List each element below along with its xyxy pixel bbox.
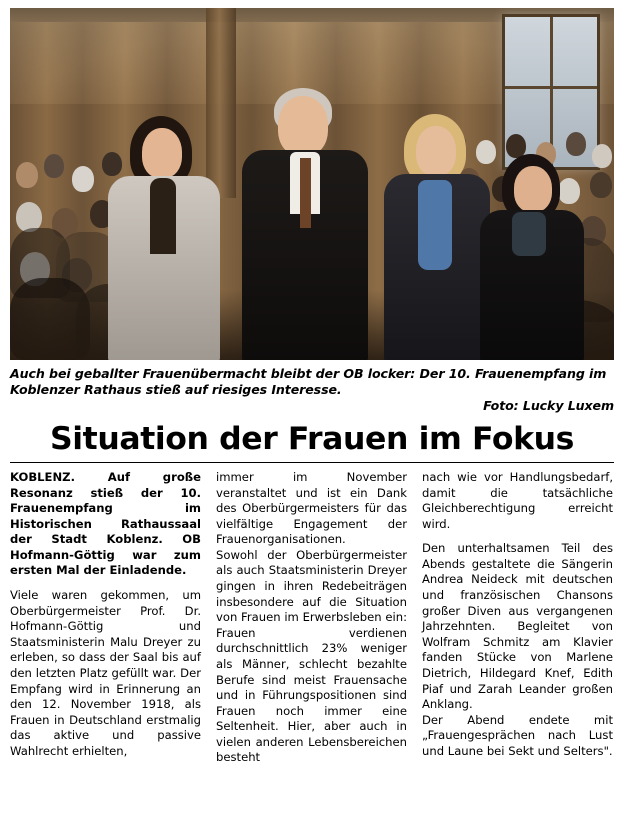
col3-paragraph-1: nach wie vor Handlungsbedarf, damit die tatsächliche Gleichberechtigung erreicht wird. — [422, 470, 613, 531]
col1-paragraph: Viele waren gekommen, um Oberbürgermeister Prof. Dr. Hofmann-Göttig und Staatsministerin Malu Dreyer zu erleben, so dass der Saal bis auf den letzten Platz gefüllt war. Der Empfang wird in Erinnerung an den 12. November 1918, als Frauen in Deutschland erstmalig das aktive und passive Wahlrecht erhielten, — [10, 588, 201, 758]
spacer-2 — [422, 532, 613, 541]
person-figure-4 — [480, 148, 584, 360]
photo-credit: Foto: Lucky Luxem — [483, 397, 614, 413]
article-headline: Situation der Frauen im Fokus — [50, 420, 574, 457]
person-figure-1 — [106, 110, 222, 360]
article-photo — [10, 8, 614, 360]
column-2 — [216, 470, 407, 766]
article-body — [10, 470, 614, 766]
column-1 — [10, 470, 201, 766]
col3-paragraph-3: Der Abend endete mit „Frauengesprächen nach Lust und Laune bei Sekt und Selters". — [422, 712, 613, 758]
person-figure-3 — [384, 110, 490, 360]
col3-paragraph-2: Den unterhaltsamen Teil des Abends gestaltete die Sängerin Andrea Neideck mit deutschen und französischen Chansons großer Diven aus vergangenen Jahrzehnten. Begleitet von Wolfram Schmitz am Klavier fanden Stücke von Marlene Dietrich, Hildegard Knef, Edith Piaf und Zarah Leander großen Anklang. — [422, 541, 613, 712]
person-figure-2 — [242, 88, 368, 360]
col2-paragraph-1: immer im November veranstaltet und ist ein Dank des Oberbürgermeisters für das vielfältige Engagement der Frauenorganisationen. — [216, 470, 407, 547]
col2-paragraph-2: Sowohl der Oberbürgermeister als auch Staatsministerin Dreyer gingen in ihren Redebeiträgen insbesondere auf die Situation von Frauen im Erwerbsleben ein: Frauen verdienen durchschnittlich 23% weniger als Männer, schlecht bezahlte Berufe sind meist Frauensache und in Führungspositionen sind Frauen noch immer eine Seltenheit. Hier, aber auch in vielen anderen Lebensbereichen besteht — [216, 547, 407, 765]
headline-rule — [10, 462, 614, 463]
column-3 — [422, 470, 613, 766]
spacer-1 — [10, 579, 201, 588]
lead-paragraph: KOBLENZ. Auf große Resonanz stieß der 10. Frauenempfang im Historischen Rathaussaal der Stadt Koblenz. OB Hofmann-Göttig war zum ersten Mal der Einladende. — [10, 470, 201, 578]
photo-caption — [10, 366, 614, 414]
caption-text: Auch bei geballter Frauenübermacht bleibt der OB locker: Der 10. Frauenempfang im Koblenzer Rathaus stieß auf riesiges Interesse. — [10, 366, 607, 397]
